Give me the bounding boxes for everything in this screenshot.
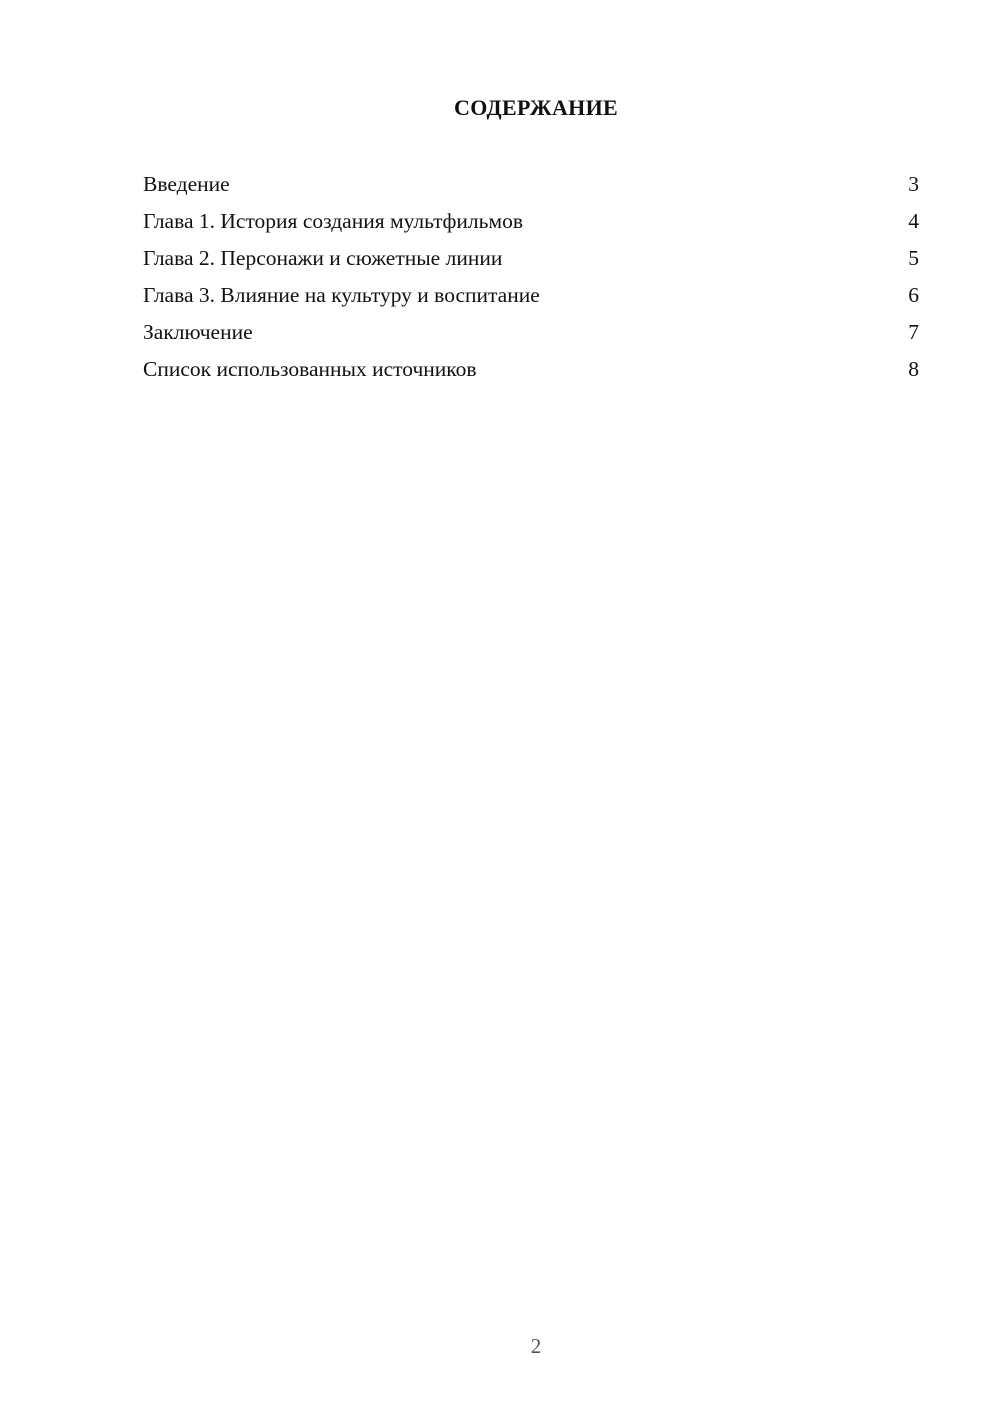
page-title: СОДЕРЖАНИЕ: [454, 95, 618, 120]
table-of-contents: [143, 171, 919, 393]
toc-entry-conclusion[interactable]: [143, 319, 919, 356]
page-number: 2: [530, 1334, 542, 1358]
toc-entry-label: Глава 1. История создания мультфильмов: [143, 209, 523, 233]
toc-entry-page-number: 6: [908, 283, 919, 307]
toc-entry-chapter-3[interactable]: [143, 282, 919, 319]
toc-entry-chapter-2[interactable]: [143, 245, 919, 282]
toc-entry-label: Глава 2. Персонажи и сюжетные линии: [143, 246, 503, 270]
toc-entry-label: Заключение: [143, 320, 253, 344]
toc-entry-references[interactable]: [143, 356, 919, 393]
toc-entry-chapter-1[interactable]: [143, 208, 919, 245]
toc-entry-label: Список использованных источников: [143, 357, 477, 381]
toc-entry-page-number: 7: [908, 320, 919, 344]
toc-entry-label: Глава 3. Влияние на культуру и воспитание: [143, 283, 540, 307]
toc-entry-page-number: 8: [908, 357, 919, 381]
toc-entry-introduction[interactable]: [143, 171, 919, 208]
toc-entry-label: Введение: [143, 172, 230, 196]
toc-entry-page-number: 3: [908, 172, 919, 196]
toc-entry-page-number: 4: [908, 209, 919, 233]
toc-entry-page-number: 5: [908, 246, 919, 270]
